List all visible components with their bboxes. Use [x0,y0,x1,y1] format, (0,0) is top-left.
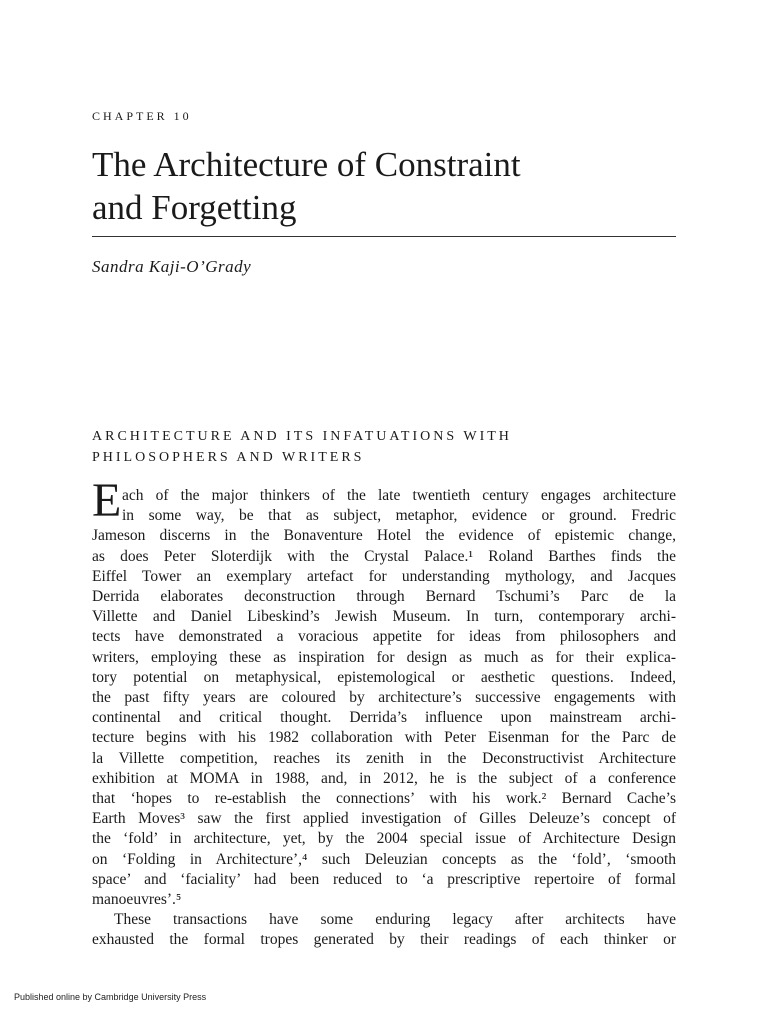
body-line: tects have demonstrated a voracious appetite for ideas from philosophers and [92,628,676,646]
drop-cap: E [92,474,122,527]
section-heading [92,426,676,468]
body-line: the past fifty years are coloured by architecture’s successive engagements with [92,689,676,707]
chapter-title [92,143,692,229]
publisher-footer: Published online by Cambridge University Press [14,992,207,1002]
title-divider [92,236,676,237]
body-line: tecture begins with his 1982 collaboration with Peter Eisenman for the Parc de [92,729,676,747]
body-line: on ‘Folding in Architecture’,⁴ such Deleuzian concepts as the ‘fold’, ‘smooth [92,850,676,868]
chapter-label: CHAPTER 10 [92,109,192,123]
body-line: Jameson discerns in the Bonaventure Hotel the evidence of epistemic change, [92,527,676,545]
body-line: writers, employing these as inspiration for design as much as for their explica- [92,648,676,666]
body-line: that ‘hopes to re-establish the connections’ with his work.² Bernard Cache’s [92,790,676,808]
body-line: ach of the major thinkers of the late twentieth century engages architecture [122,487,676,504]
body-line: Villette and Daniel Libeskind’s Jewish Museum. In turn, contemporary archi- [92,608,676,626]
section-heading-line-2: PHILOSOPHERS AND WRITERS [92,450,365,465]
body-line: exhausted the formal tropes generated by their readings of each thinker or [92,931,676,949]
body-paragraphs [92,486,676,951]
body-line: space’ and ‘faciality’ had been reduced to ‘a prescriptive repertoire of formal [92,870,676,888]
body-line: manoeuvres’.⁵ [92,891,182,909]
body-line: Eiffel Tower an exemplary artefact for understanding mythology, and Jacques [92,567,676,585]
body-line: tory potential on metaphysical, epistemological or aesthetic questions. Indeed, [92,668,676,686]
chapter-title-line-1: The Architecture of Constraint [92,145,521,184]
body-line: in some way, be that as subject, metaphor, evidence or ground. Fredric [122,507,676,525]
body-line: These transactions have some enduring legacy after architects have [114,911,676,929]
body-line: the ‘fold’ in architecture, yet, by the 2004 special issue of Architecture Design [92,830,676,848]
body-line: continental and critical thought. Derrida’s influence upon mainstream archi- [92,709,676,727]
body-line: Derrida elaborates deconstruction through Bernard Tschumi’s Parc de la [92,588,676,606]
body-line: la Villette competition, reaches its zenith in the Deconstructivist Architecture [92,749,676,767]
body-line: Earth Moves³ saw the first applied investigation of Gilles Deleuze’s concept of [92,810,676,828]
body-line: exhibition at MOMA in 1988, and, in 2012, he is the subject of a conference [92,769,676,787]
section-heading-line-1: ARCHITECTURE AND ITS INFATUATIONS WITH [92,429,512,444]
chapter-title-line-2: and Forgetting [92,188,297,227]
author-name: Sandra Kaji-O’Grady [92,257,252,276]
body-line: as does Peter Sloterdijk with the Crystal Palace.¹ Roland Barthes finds the [92,547,676,565]
